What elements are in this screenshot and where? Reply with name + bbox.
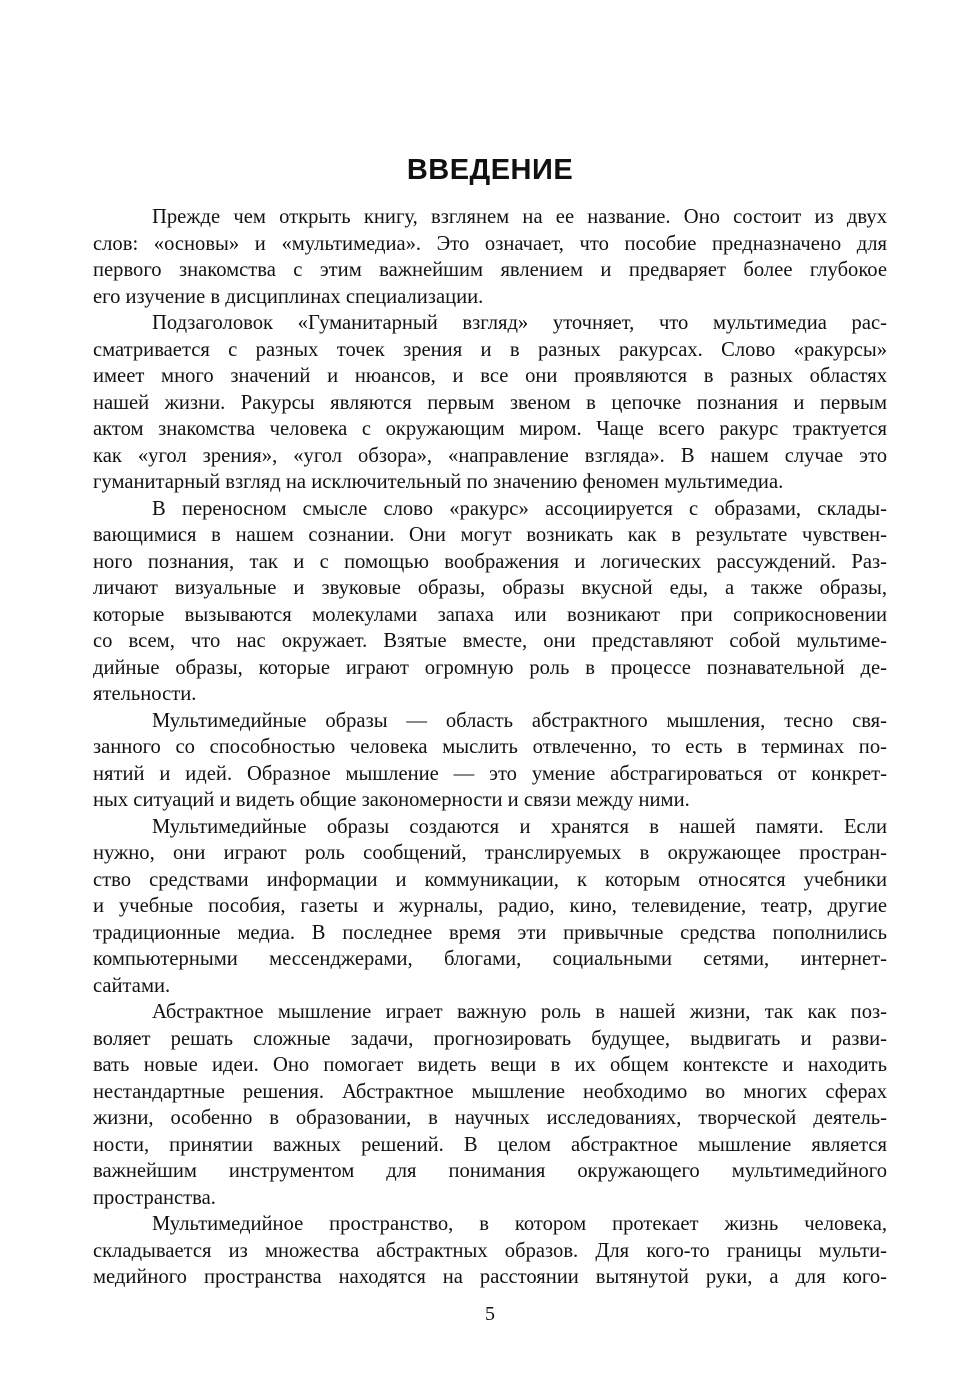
text-line: Мультимедийные образы — область абстрактного мышления, тесно свя- — [152, 709, 887, 732]
text-line: слов: «основы» и «мультимедиа». Это означает, что пособие предназначено для — [93, 232, 887, 255]
text-line: дийные образы, которые играют огромную роль в процессе познавательной де- — [93, 656, 887, 679]
body-text — [93, 204, 887, 1291]
text-line: сайтами. — [93, 974, 171, 997]
paragraph — [93, 708, 887, 814]
text-line: имеет много значений и нюансов, и все они проявляются в разных областях — [93, 365, 887, 387]
text-line: Мультимедийное пространство, в котором протекает жизнь человека, — [152, 1213, 887, 1235]
text-line: жизни, особенно в образовании, в научных исследованиях, творческой деятель- — [93, 1107, 887, 1129]
text-line: нестандартные решения. Абстрактное мышление необходимо во многих сферах — [93, 1080, 887, 1103]
text-line: Мультимедийные образы создаются и хранятся в нашей памяти. Если — [152, 815, 887, 838]
paragraph — [93, 310, 887, 496]
text-line: вающимися в нашем сознании. Они могут возникать как в результате чувствен- — [93, 524, 887, 546]
text-line: компьютерными мессенджерами, блогами, социальными сетями, интернет- — [93, 948, 887, 970]
text-line: ного познания, так и с помощью воображения и логических рассуждений. Раз- — [93, 550, 887, 573]
text-line: первого знакомства с этим важнейшим явлением и предваряет более глубокое — [93, 259, 887, 281]
text-line: и учебные пособия, газеты и журналы, радио, кино, телевидение, театр, другие — [93, 895, 887, 917]
paragraph — [93, 496, 887, 708]
paragraph — [93, 814, 887, 1000]
text-line: пространства. — [93, 1186, 216, 1209]
text-line: как «угол зрения», «угол обзора», «направление взгляда». В нашем случае это — [93, 444, 887, 467]
text-line: личают визуальные и звуковые образы, образы вкусной еды, а также образы, — [93, 577, 887, 599]
paragraph — [93, 999, 887, 1211]
text-line: ности, принятии важных решений. В целом абстрактное мышление является — [93, 1133, 887, 1156]
text-line: Прежде чем открыть книгу, взглянем на ее название. Оно состоит из двух — [152, 206, 887, 228]
page-content — [93, 150, 887, 1291]
text-line: Абстрактное мышление играет важную роль в нашей жизни, так как поз- — [152, 1001, 887, 1023]
text-line: важнейшим инструментом для понимания окружающего мультимедийного — [93, 1160, 887, 1182]
text-line: вать новые идеи. Оно помогает видеть вещи в их общем контексте и находить — [93, 1054, 887, 1076]
text-line: воляет решать сложные задачи, прогнозировать будущее, выдвигать и разви- — [93, 1027, 887, 1050]
text-line: Подзаголовок «Гуманитарный взгляд» уточняет, что мультимедиа рас- — [152, 312, 887, 334]
text-line: актом знакомства человека с окружающим миром. Чаще всего ракурс трактуется — [93, 418, 887, 440]
text-line: которые вызываются молекулами запаха или возникают при соприкосновении — [93, 603, 887, 626]
text-line: нашей жизни. Ракурсы являются первым звеном в цепочке познания и первым — [93, 391, 887, 414]
page-number: 5 — [485, 1303, 495, 1325]
paragraph — [93, 1211, 887, 1291]
text-line: сматривается с разных точек зрения и в разных ракурсах. Слово «ракурсы» — [93, 338, 887, 361]
page-title: ВВЕДЕНИЕ — [406, 154, 574, 186]
text-line: ство средствами информации и коммуникации, к которым относятся учебники — [93, 868, 887, 891]
text-line: нятий и идей. Образное мышление — это умение абстрагироваться от конкрет- — [93, 762, 887, 785]
text-line: со всем, что нас окружает. Взятые вместе, они представляют собой мультиме- — [93, 630, 887, 652]
text-line: его изучение в дисциплинах специализации. — [93, 285, 484, 308]
text-line: складывается из множества абстрактных образов. Для кого-то границы мульти- — [93, 1239, 887, 1262]
text-line: нужно, они играют роль сообщений, транслируемых в окружающее простран- — [93, 842, 887, 864]
text-line: занного со способностью человека мыслить отвлеченно, то есть в терминах по- — [93, 736, 887, 758]
text-line: ных ситуаций и видеть общие закономерности и связи между ними. — [93, 789, 690, 811]
text-line: ятельности. — [93, 683, 197, 705]
text-line: медийного пространства находятся на расстоянии вытянутой руки, а для кого- — [93, 1266, 887, 1288]
text-line: гуманитарный взгляд на исключительный по значению феномен мультимедиа. — [93, 471, 784, 493]
text-line: традиционные медиа. В последнее время эти привычные средства пополнились — [93, 921, 887, 944]
paragraph — [93, 204, 887, 310]
text-line: В переносном смысле слово «ракурс» ассоциируется с образами, склады- — [152, 497, 887, 520]
